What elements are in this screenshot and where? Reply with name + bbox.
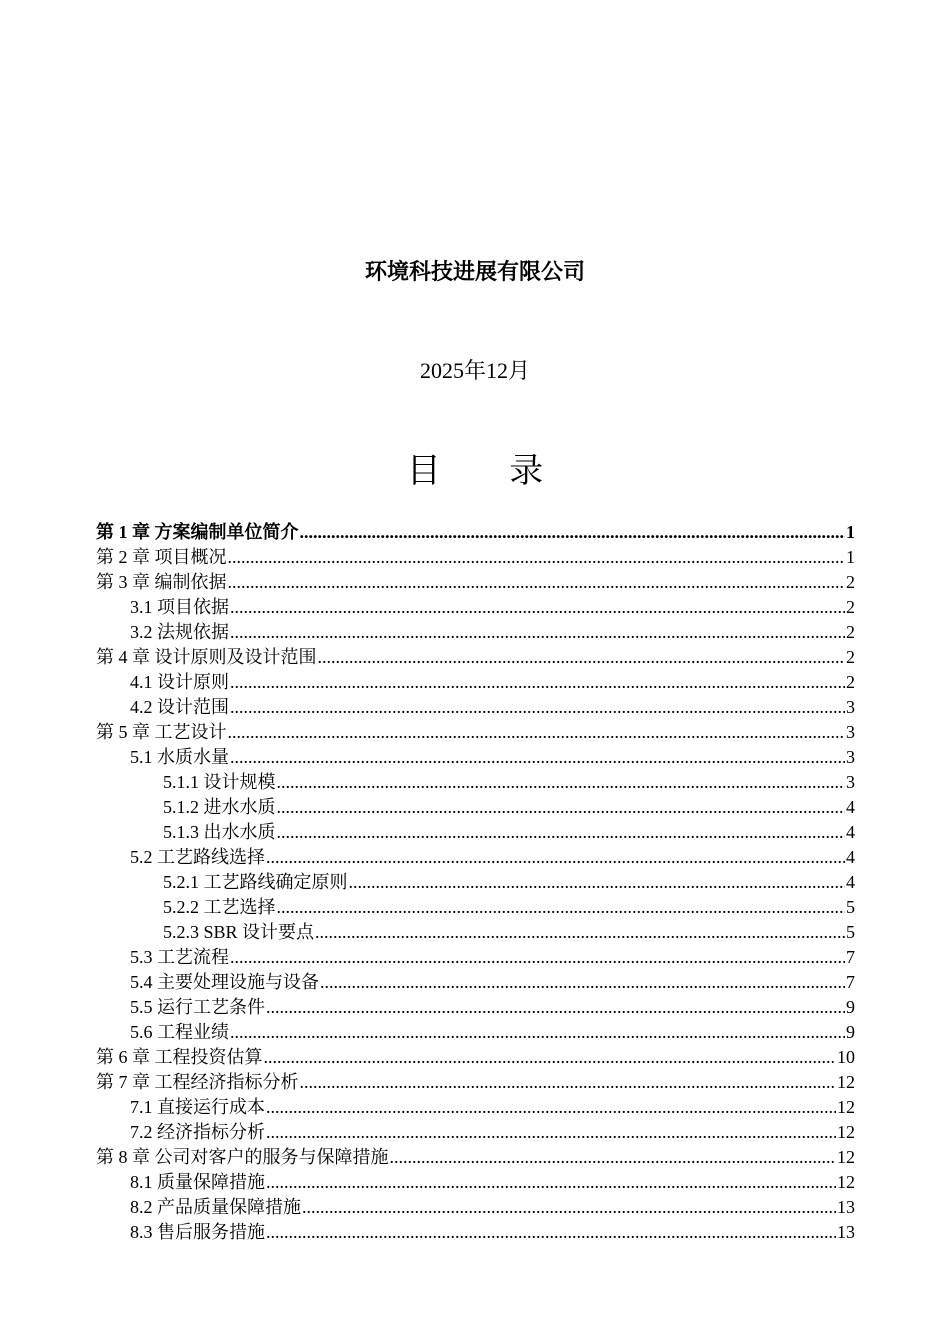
toc-entry-label: 7.1 直接运行成本	[130, 1097, 265, 1117]
toc-entry-label: 8.3 售后服务措施	[130, 1222, 265, 1242]
toc-entry-label: 第 3 章 编制依据	[96, 572, 227, 592]
toc-entry-label: 4.1 设计原则	[130, 672, 229, 692]
toc-entry-label: 第 8 章 公司对客户的服务与保障措施	[96, 1147, 389, 1167]
toc-dot-leader	[230, 745, 845, 770]
toc-entry[interactable]	[96, 745, 855, 770]
toc-entry-label: 3.2 法规依据	[130, 622, 229, 642]
toc-entry-label: 第 1 章 方案编制单位简介	[96, 522, 299, 542]
toc-entry[interactable]	[96, 1195, 855, 1220]
toc-entry[interactable]	[96, 895, 855, 920]
toc-entry[interactable]	[96, 845, 855, 870]
toc-dot-leader	[266, 1220, 836, 1245]
toc-entry-label: 第 6 章 工程投资估算	[96, 1047, 263, 1067]
toc-entry-page-number: 12	[837, 1097, 855, 1117]
table-of-contents	[96, 520, 855, 1245]
toc-dot-leader	[277, 770, 846, 795]
toc-entry-page-number: 2	[846, 647, 855, 667]
toc-entry[interactable]	[96, 1020, 855, 1045]
toc-entry-page-number: 4	[846, 847, 855, 867]
toc-dot-leader	[230, 670, 845, 695]
toc-entry-page-number: 10	[837, 1047, 855, 1067]
toc-entry-label: 5.1.1 设计规模	[163, 772, 276, 792]
toc-entry[interactable]	[96, 795, 855, 820]
toc-entry-page-number: 3	[846, 747, 855, 767]
toc-entry[interactable]	[96, 520, 855, 545]
toc-dot-leader	[264, 1045, 837, 1070]
toc-entry-page-number: 5	[846, 897, 855, 917]
toc-dot-leader	[230, 620, 845, 645]
toc-entry[interactable]	[96, 595, 855, 620]
toc-dot-leader	[315, 920, 845, 945]
toc-dot-leader	[300, 1070, 837, 1095]
toc-entry-label: 5.2 工艺路线选择	[130, 847, 265, 867]
toc-dot-leader	[230, 595, 845, 620]
toc-entry-label: 5.4 主要处理设施与设备	[130, 972, 319, 992]
toc-entry-label: 5.6 工程业绩	[130, 1022, 229, 1042]
toc-entry-label: 8.1 质量保障措施	[130, 1172, 265, 1192]
toc-dot-leader	[228, 720, 846, 745]
toc-entry-label: 第 4 章 设计原则及设计范围	[96, 647, 317, 667]
toc-entry-label: 5.3 工艺流程	[130, 947, 229, 967]
toc-entry-label: 5.2.3 SBR 设计要点	[163, 922, 315, 942]
toc-entry[interactable]	[96, 695, 855, 720]
toc-entry-label: 第 5 章 工艺设计	[96, 722, 227, 742]
document-date: 2025年12月	[419, 358, 530, 383]
toc-entry-page-number: 13	[837, 1222, 855, 1242]
toc-dot-leader	[320, 970, 845, 995]
toc-entry-page-number: 2	[846, 572, 855, 592]
toc-dot-leader	[228, 570, 846, 595]
toc-entry-page-number: 5	[846, 922, 855, 942]
toc-entry[interactable]	[96, 970, 855, 995]
toc-entry-page-number: 3	[846, 697, 855, 717]
toc-entry-label: 第 2 章 项目概况	[96, 547, 227, 567]
toc-entry-label: 5.1 水质水量	[130, 747, 229, 767]
toc-entry-label: 第 7 章 工程经济指标分析	[96, 1072, 299, 1092]
toc-entry[interactable]	[96, 1070, 855, 1095]
toc-dot-leader	[277, 895, 846, 920]
toc-dot-leader	[266, 1170, 836, 1195]
toc-entry-page-number: 2	[846, 597, 855, 617]
toc-entry[interactable]	[96, 1170, 855, 1195]
toc-entry-page-number: 7	[846, 947, 855, 967]
toc-entry[interactable]	[96, 1045, 855, 1070]
toc-entry[interactable]	[96, 1145, 855, 1170]
toc-dot-leader	[277, 820, 846, 845]
toc-entry-page-number: 13	[837, 1197, 855, 1217]
toc-dot-leader	[302, 1195, 836, 1220]
toc-dot-leader	[230, 945, 845, 970]
toc-entry[interactable]	[96, 620, 855, 645]
toc-entry-page-number: 12	[837, 1147, 855, 1167]
toc-entry-page-number: 1	[846, 547, 855, 567]
toc-dot-leader	[349, 870, 846, 895]
toc-entry-label: 5.1.3 出水水质	[163, 822, 276, 842]
toc-entry-label: 5.2.2 工艺选择	[163, 897, 276, 917]
toc-dot-leader	[266, 845, 845, 870]
toc-entry-label: 5.2.1 工艺路线确定原则	[163, 872, 348, 892]
toc-dot-leader	[390, 1145, 837, 1170]
toc-entry[interactable]	[96, 545, 855, 570]
toc-entry-page-number: 4	[846, 797, 855, 817]
toc-dot-leader	[230, 1020, 845, 1045]
toc-entry-page-number: 9	[846, 997, 855, 1017]
toc-dot-leader	[266, 1095, 836, 1120]
toc-entry[interactable]	[96, 570, 855, 595]
toc-dot-leader	[266, 1120, 836, 1145]
toc-entry[interactable]	[96, 870, 855, 895]
toc-dot-leader	[318, 645, 846, 670]
toc-entry-page-number: 2	[846, 672, 855, 692]
toc-dot-leader	[277, 795, 846, 820]
toc-entry-page-number: 7	[846, 972, 855, 992]
toc-entry-page-number: 12	[837, 1072, 855, 1092]
toc-entry-label: 7.2 经济指标分析	[130, 1122, 265, 1142]
toc-entry-page-number: 2	[846, 622, 855, 642]
toc-entry-label: 5.5 运行工艺条件	[130, 997, 265, 1017]
toc-entry[interactable]	[96, 770, 855, 795]
toc-entry-label: 8.2 产品质量保障措施	[130, 1197, 301, 1217]
toc-dot-leader	[266, 995, 845, 1020]
toc-dot-leader	[228, 545, 846, 570]
toc-entry-page-number: 3	[846, 722, 855, 742]
toc-entry-page-number: 12	[837, 1172, 855, 1192]
toc-entry-label: 4.2 设计范围	[130, 697, 229, 717]
toc-entry-page-number: 3	[846, 772, 855, 792]
toc-entry[interactable]	[96, 1095, 855, 1120]
toc-entry-label: 5.1.2 进水水质	[163, 797, 276, 817]
toc-entry[interactable]	[96, 1220, 855, 1245]
toc-entry-page-number: 4	[846, 872, 855, 892]
toc-entry-page-number: 4	[846, 822, 855, 842]
toc-entry[interactable]	[96, 820, 855, 845]
toc-entry-label: 3.1 项目依据	[130, 597, 229, 617]
toc-entry[interactable]	[96, 945, 855, 970]
toc-entry-page-number: 1	[846, 522, 855, 542]
toc-title: 目 录	[406, 453, 574, 490]
toc-dot-leader	[230, 695, 845, 720]
toc-entry[interactable]	[96, 1120, 855, 1145]
toc-entry[interactable]	[96, 670, 855, 695]
toc-dot-leader	[300, 520, 846, 545]
company-name: 环境科技进展有限公司	[364, 259, 585, 284]
toc-entry-page-number: 9	[846, 1022, 855, 1042]
toc-entry[interactable]	[96, 645, 855, 670]
toc-entry[interactable]	[96, 920, 855, 945]
toc-entry[interactable]	[96, 720, 855, 745]
toc-entry[interactable]	[96, 995, 855, 1020]
toc-entry-page-number: 12	[837, 1122, 855, 1142]
